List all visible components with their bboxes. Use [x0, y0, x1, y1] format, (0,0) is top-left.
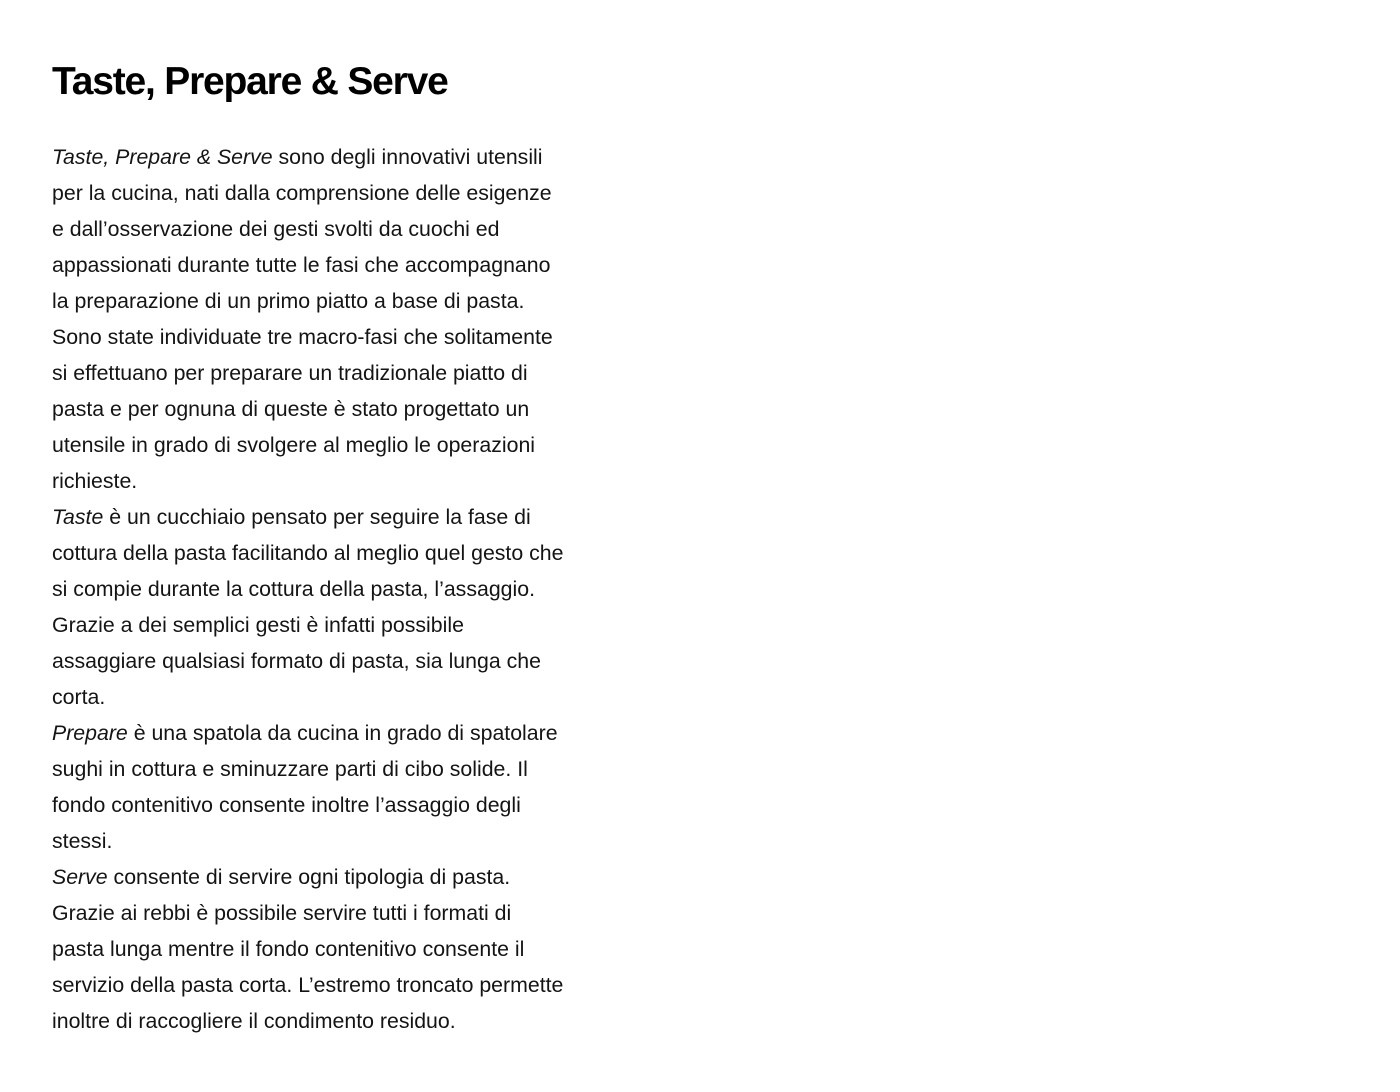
- line-text: Grazie ai rebbi è possibile servire tutti i formati di: [52, 901, 512, 925]
- text-line: [52, 967, 652, 1003]
- text-line: [52, 247, 652, 283]
- line-text: pasta e per ognuna di queste è stato progettato un: [52, 397, 530, 421]
- text-line: [52, 859, 652, 895]
- text-line: [52, 751, 652, 787]
- text-line: [52, 283, 652, 319]
- text-line: [52, 175, 652, 211]
- line-text: Sono state individuate tre macro-fasi che solitamente: [52, 325, 553, 349]
- body-text: [52, 139, 652, 1039]
- line-text: cottura della pasta facilitando al meglio quel gesto che: [52, 541, 564, 565]
- text-line: [52, 391, 652, 427]
- text-line: [52, 931, 652, 967]
- line-text: appassionati durante tutte le fasi che accompagnano: [52, 253, 551, 277]
- text-line: [52, 571, 652, 607]
- product-name: Taste, Prepare & Serve: [52, 145, 273, 169]
- line-text: Grazie a dei semplici gesti è infatti possibile: [52, 613, 464, 637]
- page-title: Taste, Prepare & Serve: [52, 60, 448, 103]
- text-line: [52, 787, 652, 823]
- line-text: si compie durante la cottura della pasta, l’assaggio.: [52, 577, 536, 601]
- line-text: si effettuano per preparare un tradizionale piatto di: [52, 361, 528, 385]
- text-line: [52, 895, 652, 931]
- text-line: [52, 607, 652, 643]
- line-text: sughi in cottura e sminuzzare parti di cibo solide. Il: [52, 757, 528, 781]
- article: [52, 58, 652, 1039]
- text-line: [52, 679, 652, 715]
- line-text: la preparazione di un primo piatto a base di pasta.: [52, 289, 525, 313]
- product-name: Taste: [52, 505, 104, 529]
- line-text: stessi.: [52, 829, 113, 853]
- line-text: consente di servire ogni tipologia di pasta.: [107, 865, 511, 889]
- line-text: inoltre di raccogliere il condimento residuo.: [52, 1009, 456, 1033]
- text-line: [52, 499, 652, 535]
- product-name: Prepare: [52, 721, 128, 745]
- line-text: fondo contenitivo consente inoltre l’assaggio degli: [52, 793, 521, 817]
- text-line: [52, 211, 652, 247]
- line-text: richieste.: [52, 469, 138, 493]
- text-line: [52, 535, 652, 571]
- text-line: [52, 823, 652, 859]
- line-text: assaggiare qualsiasi formato di pasta, sia lunga che: [52, 649, 541, 673]
- text-line: [52, 319, 652, 355]
- text-line: [52, 715, 652, 751]
- line-text: pasta lunga mentre il fondo contenitivo consente il: [52, 937, 525, 961]
- product-name: Serve: [52, 865, 108, 889]
- text-line: [52, 1003, 652, 1039]
- line-text: corta.: [52, 685, 106, 709]
- text-line: [52, 139, 652, 175]
- line-text: sono degli innovativi utensili: [272, 145, 543, 169]
- line-text: per la cucina, nati dalla comprensione delle esigenze: [52, 181, 552, 205]
- text-line: [52, 463, 652, 499]
- line-text: è un cucchiaio pensato per seguire la fase di: [103, 505, 531, 529]
- line-text: è una spatola da cucina in grado di spatolare: [127, 721, 558, 745]
- line-text: e dall’osservazione dei gesti svolti da cuochi ed: [52, 217, 500, 241]
- text-line: [52, 643, 652, 679]
- line-text: servizio della pasta corta. L’estremo troncato permette: [52, 973, 564, 997]
- text-line: [52, 427, 652, 463]
- line-text: utensile in grado di svolgere al meglio le operazioni: [52, 433, 536, 457]
- text-line: [52, 355, 652, 391]
